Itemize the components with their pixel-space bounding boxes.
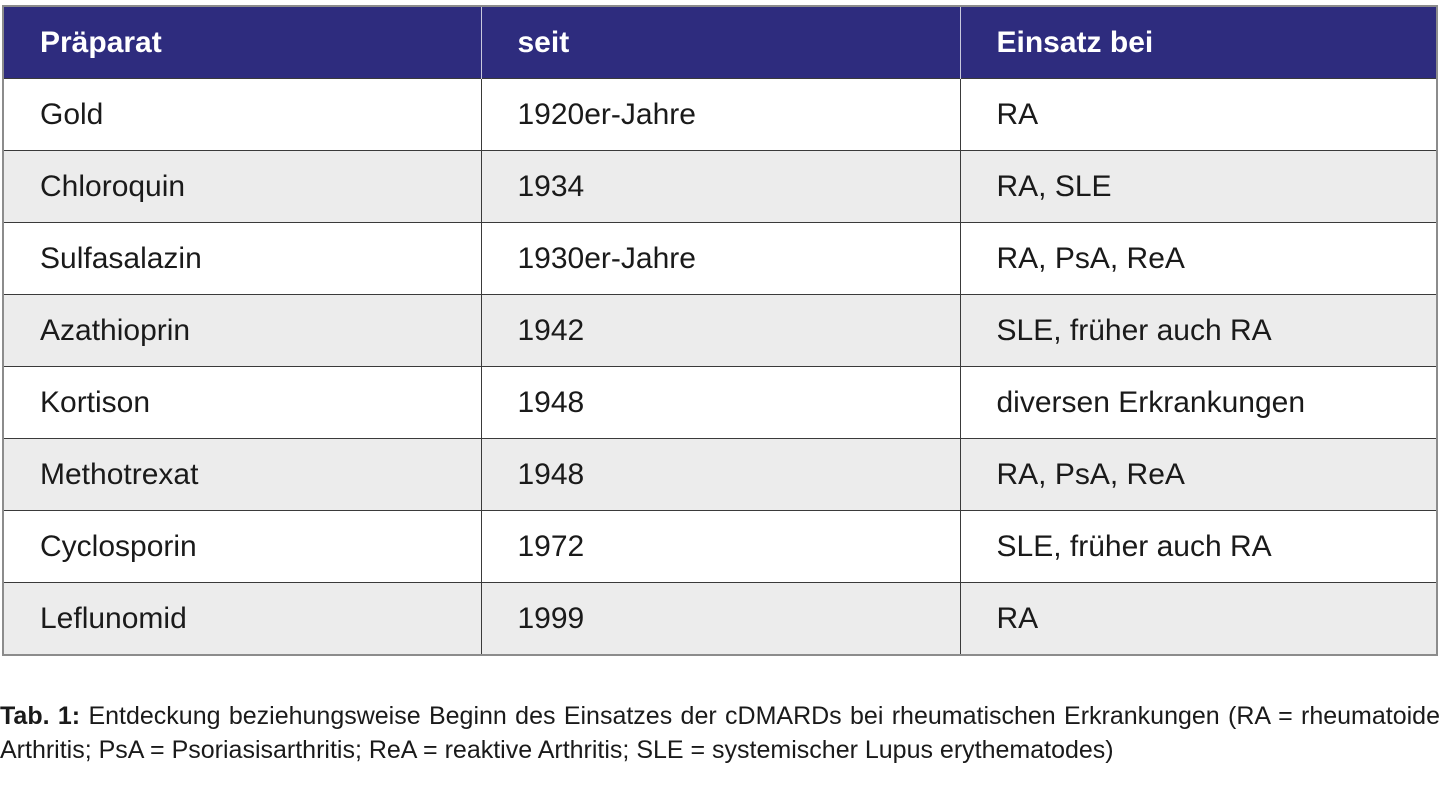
cell-praeparat: Leflunomid <box>4 583 481 655</box>
table-row <box>4 151 1436 223</box>
cell-seit: 1934 <box>481 151 960 223</box>
cell-einsatz: RA <box>960 583 1436 655</box>
cell-einsatz: SLE, früher auch RA <box>960 511 1436 583</box>
cell-einsatz: diversen Erkrankungen <box>960 367 1436 439</box>
table-row <box>4 439 1436 511</box>
drug-table-container <box>2 5 1438 656</box>
table-caption <box>0 699 1440 767</box>
cell-praeparat: Cyclosporin <box>4 511 481 583</box>
table-row <box>4 583 1436 655</box>
cell-einsatz: RA, PsA, ReA <box>960 439 1436 511</box>
cell-praeparat: Chloroquin <box>4 151 481 223</box>
cell-einsatz: RA <box>960 79 1436 151</box>
cell-praeparat: Kortison <box>4 367 481 439</box>
header-praeparat: Präparat <box>4 7 481 79</box>
caption-label: Tab. 1: <box>0 702 81 730</box>
cell-praeparat: Methotrexat <box>4 439 481 511</box>
cell-praeparat: Gold <box>4 79 481 151</box>
table-row <box>4 295 1436 367</box>
cell-einsatz: SLE, früher auch RA <box>960 295 1436 367</box>
drug-table <box>4 7 1436 654</box>
cell-seit: 1930er-Jahre <box>481 223 960 295</box>
caption-text: Entdeckung beziehungsweise Beginn des Einsatzes der cDMARDs bei rheumatischen Erkrankungen (RA = rheumatoide Arthritis; PsA = Psoriasisarthritis; ReA = reaktive Arthritis; SLE = systemischer Lupus erythematodes) <box>0 702 1440 764</box>
table-row <box>4 511 1436 583</box>
cell-seit: 1948 <box>481 367 960 439</box>
table-row <box>4 367 1436 439</box>
cell-seit: 1942 <box>481 295 960 367</box>
cell-praeparat: Azathioprin <box>4 295 481 367</box>
table-header-row <box>4 7 1436 79</box>
cell-seit: 1999 <box>481 583 960 655</box>
table-row <box>4 223 1436 295</box>
cell-seit: 1920er-Jahre <box>481 79 960 151</box>
cell-einsatz: RA, SLE <box>960 151 1436 223</box>
cell-seit: 1948 <box>481 439 960 511</box>
header-einsatz-bei: Einsatz bei <box>960 7 1436 79</box>
cell-praeparat: Sulfasalazin <box>4 223 481 295</box>
table-row <box>4 79 1436 151</box>
cell-einsatz: RA, PsA, ReA <box>960 223 1436 295</box>
header-seit: seit <box>481 7 960 79</box>
cell-seit: 1972 <box>481 511 960 583</box>
